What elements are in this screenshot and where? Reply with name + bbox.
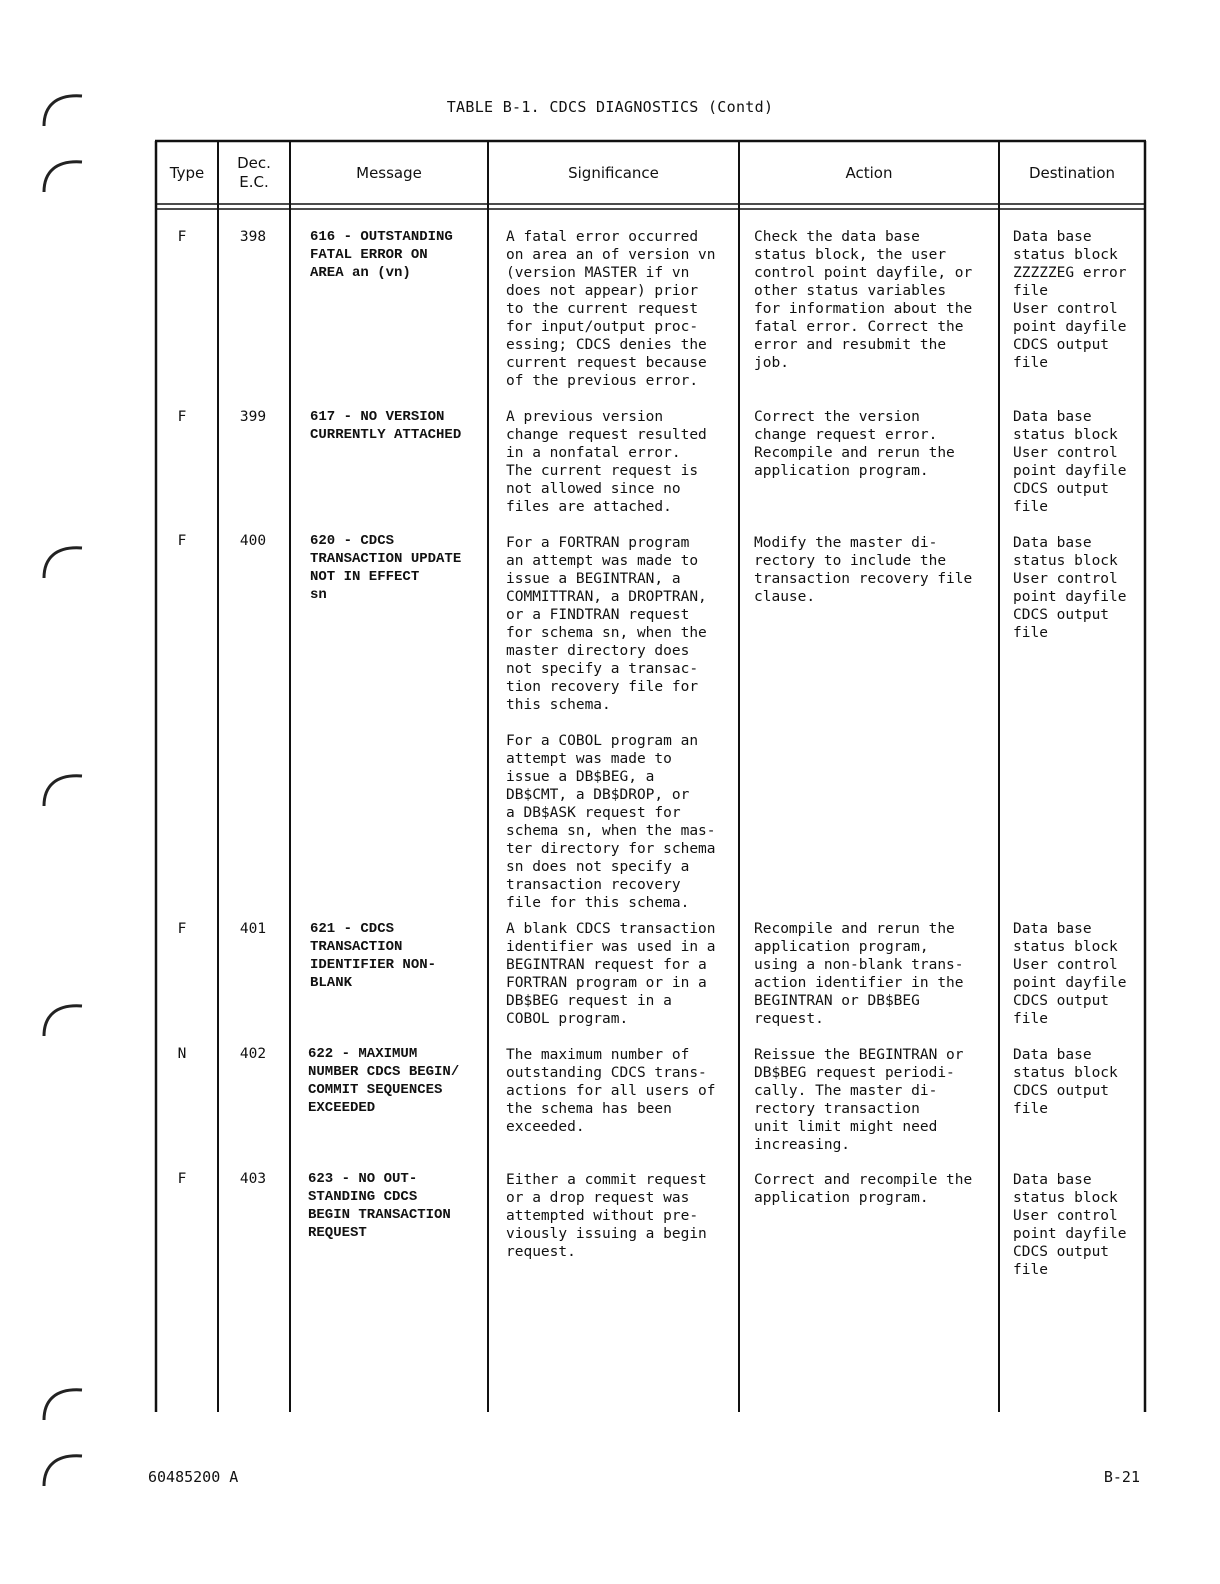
- cell-type: F: [177, 1171, 187, 1187]
- cell-significance: For a FORTRAN program an attempt was made to issue a BEGINTRAN, a COMMITTRAN, a DROPTRAN, or a FINDTRAN request for schema sn, when the master directory does not specify a transac- tion recovery file for this schema. For a COBOL program an attempt was made to issue a DB$BEG, a DB$CMT, a DB$DROP, or a DB$ASK request for schema sn, when the mas- ter directory for schema sn does not specify a transaction recovery file for this schema.: [506, 535, 716, 911]
- document-number: 60485200 A: [148, 1468, 239, 1486]
- cell-dec-ec: 403: [239, 1171, 267, 1187]
- cell-destination: Data base status block CDCS output file: [1013, 1047, 1118, 1117]
- cell-type: F: [177, 409, 187, 425]
- cell-action: Recompile and rerun the application program, using a non-blank trans- action identifier in the BEGINTRAN or DB$BEG request.: [754, 921, 964, 1027]
- cell-message: 617 - NO VERSION CURRENTLY ATTACHED: [310, 409, 462, 443]
- table-title: TABLE B-1. CDCS DIAGNOSTICS (Contd): [446, 98, 774, 116]
- cell-action: Check the data base status block, the user control point dayfile, or other status variables for information about the fatal error. Correct the error and resubmit the job.: [754, 229, 973, 371]
- cell-destination: Data base status block User control point dayfile CDCS output file: [1013, 1172, 1127, 1278]
- column-header-dec-ec: Dec. E.C.: [237, 154, 271, 191]
- column-header-action: Action: [845, 163, 893, 182]
- cell-message: 623 - NO OUT- STANDING CDCS BEGIN TRANSACTION REQUEST: [308, 1171, 451, 1241]
- column-header-destination: Destination: [1028, 163, 1116, 182]
- column-header-significance: Significance: [568, 163, 659, 182]
- cell-type: F: [177, 229, 187, 245]
- cell-message: 621 - CDCS TRANSACTION IDENTIFIER NON- BLANK: [310, 921, 437, 991]
- cell-dec-ec: 399: [239, 409, 267, 425]
- cell-significance: A previous version change request resulted in a nonfatal error. The current request is not allowed since no files are attached.: [506, 409, 707, 515]
- cell-dec-ec: 400: [239, 533, 267, 549]
- column-header-message: Message: [356, 163, 422, 182]
- cell-action: Modify the master di- rectory to include the transaction recovery file clause.: [754, 535, 973, 605]
- cell-significance: The maximum number of outstanding CDCS trans- actions for all users of the schema has been exceeded.: [506, 1047, 716, 1135]
- cell-message: 620 - CDCS TRANSACTION UPDATE NOT IN EFFECT sn: [310, 533, 462, 603]
- cell-message: 622 - MAXIMUM NUMBER CDCS BEGIN/ COMMIT SEQUENCES EXCEEDED: [308, 1046, 460, 1116]
- cell-dec-ec: 398: [239, 229, 267, 245]
- page-number: B-21: [1103, 1468, 1140, 1486]
- cell-message: 616 - OUTSTANDING FATAL ERROR ON AREA an (vn): [310, 229, 453, 281]
- cell-action: Reissue the BEGINTRAN or DB$BEG request periodi- cally. The master di- rectory transaction unit limit might need increasing.: [754, 1047, 964, 1153]
- cell-destination: Data base status block User control point dayfile CDCS output file: [1013, 409, 1127, 515]
- cell-action: Correct the version change request error. Recompile and rerun the application program.: [754, 409, 955, 479]
- cell-type: N: [177, 1046, 187, 1062]
- cell-type: F: [177, 921, 187, 937]
- cell-significance: A blank CDCS transaction identifier was used in a BEGINTRAN request for a FORTRAN program or in a DB$BEG request in a COBOL program.: [506, 921, 716, 1027]
- cell-significance: Either a commit request or a drop request was attempted without pre- viously issuing a begin request.: [506, 1172, 707, 1260]
- cell-type: F: [177, 533, 187, 549]
- cell-significance: A fatal error occurred on area an of version vn (version MASTER if vn does not appear) prior to the current request for input/output proc- essing; CDCS denies the current request because of the previous error.: [506, 229, 716, 389]
- column-header-type: Type: [169, 163, 205, 182]
- cell-dec-ec: 402: [239, 1046, 267, 1062]
- cell-action: Correct and recompile the application program.: [754, 1172, 973, 1206]
- cell-destination: Data base status block ZZZZZEG error file User control point dayfile CDCS output file: [1013, 229, 1127, 371]
- cell-destination: Data base status block User control point dayfile CDCS output file: [1013, 921, 1127, 1027]
- cell-dec-ec: 401: [239, 921, 267, 937]
- cell-destination: Data base status block User control point dayfile CDCS output file: [1013, 535, 1127, 641]
